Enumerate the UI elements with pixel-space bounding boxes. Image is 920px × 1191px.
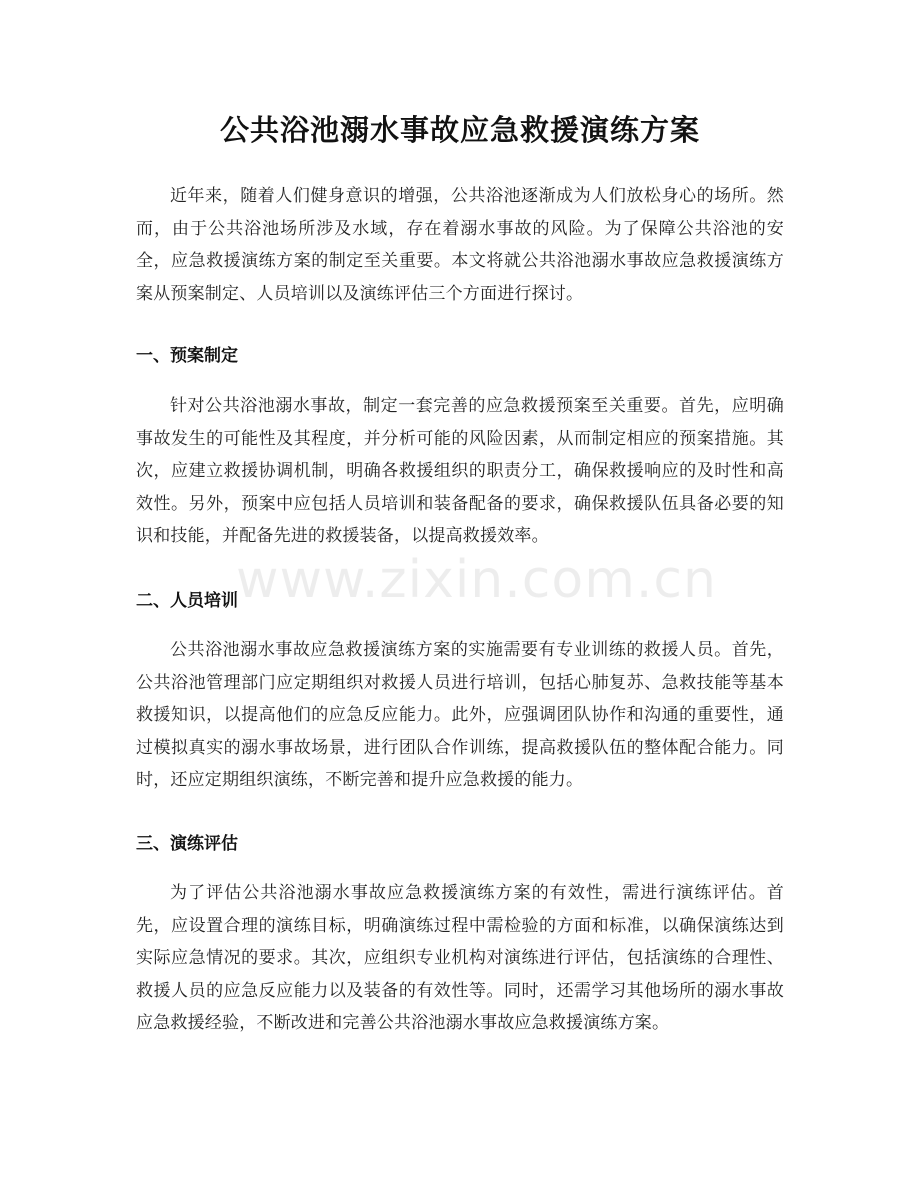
document-title: 公共浴池溺水事故应急救援演练方案 <box>219 113 700 147</box>
section-body-training: 公共浴池溺水事故应急救援演练方案的实施需要有专业训练的救援人员。首先，公共浴池管理部门应定期组织对救援人员进行培训，包括心肺复苏、急救技能等基本救援知识，以提高他们的应急反应能力。此外，应强调团队协作和沟通的重要性，通过模拟真实的溺水事故场景，进行团队合作训练，提高救援队伍的整体配合能力。同时，还应定期组织演练，不断完善和提升应急救援的能力。 <box>136 640 784 790</box>
intro-paragraph: 近年来，随着人们健身意识的增强，公共浴池逐渐成为人们放松身心的场所。然而，由于公共浴池场所涉及水域，存在着溺水事故的风险。为了保障公共浴池的安全，应急救援演练方案的制定至关重要。本文将就公共浴池溺水事故应急救援演练方案从预案制定、人员培训以及演练评估三个方面进行探讨。 <box>136 186 784 304</box>
section-body-evaluation: 为了评估公共浴池溺水事故应急救援演练方案的有效性，需进行演练评估。首先，应设置合理的演练目标，明确演练过程中需检验的方面和标准，以确保演练达到实际应急情况的要求。其次，应组织专业机构对演练进行评估，包括演练的合理性、救援人员的应急反应能力以及装备的有效性等。同时，还需学习其他场所的溺水事故应急救援经验，不断改进和完善公共浴池溺水事故应急救援演练方案。 <box>136 883 784 1033</box>
section-heading-evaluation: 三、演练评估 <box>136 834 238 854</box>
section-body-plan: 针对公共浴池溺水事故，制定一套完善的应急救援预案至关重要。首先，应明确事故发生的可能性及其程度，并分析可能的风险因素，从而制定相应的预案措施。其次，应建立救援协调机制，明确各救援组织的职责分工，确保救援响应的及时性和高效性。另外，预案中应包括人员培训和装备配备的要求，确保救援队伍具备必要的知识和技能，并配备先进的救援装备，以提高救援效率。 <box>136 396 784 546</box>
section-heading-training: 二、人员培训 <box>136 591 238 611</box>
section-heading-plan: 一、预案制定 <box>136 346 238 366</box>
watermark-text: www.zixin.com.cn <box>236 550 717 610</box>
